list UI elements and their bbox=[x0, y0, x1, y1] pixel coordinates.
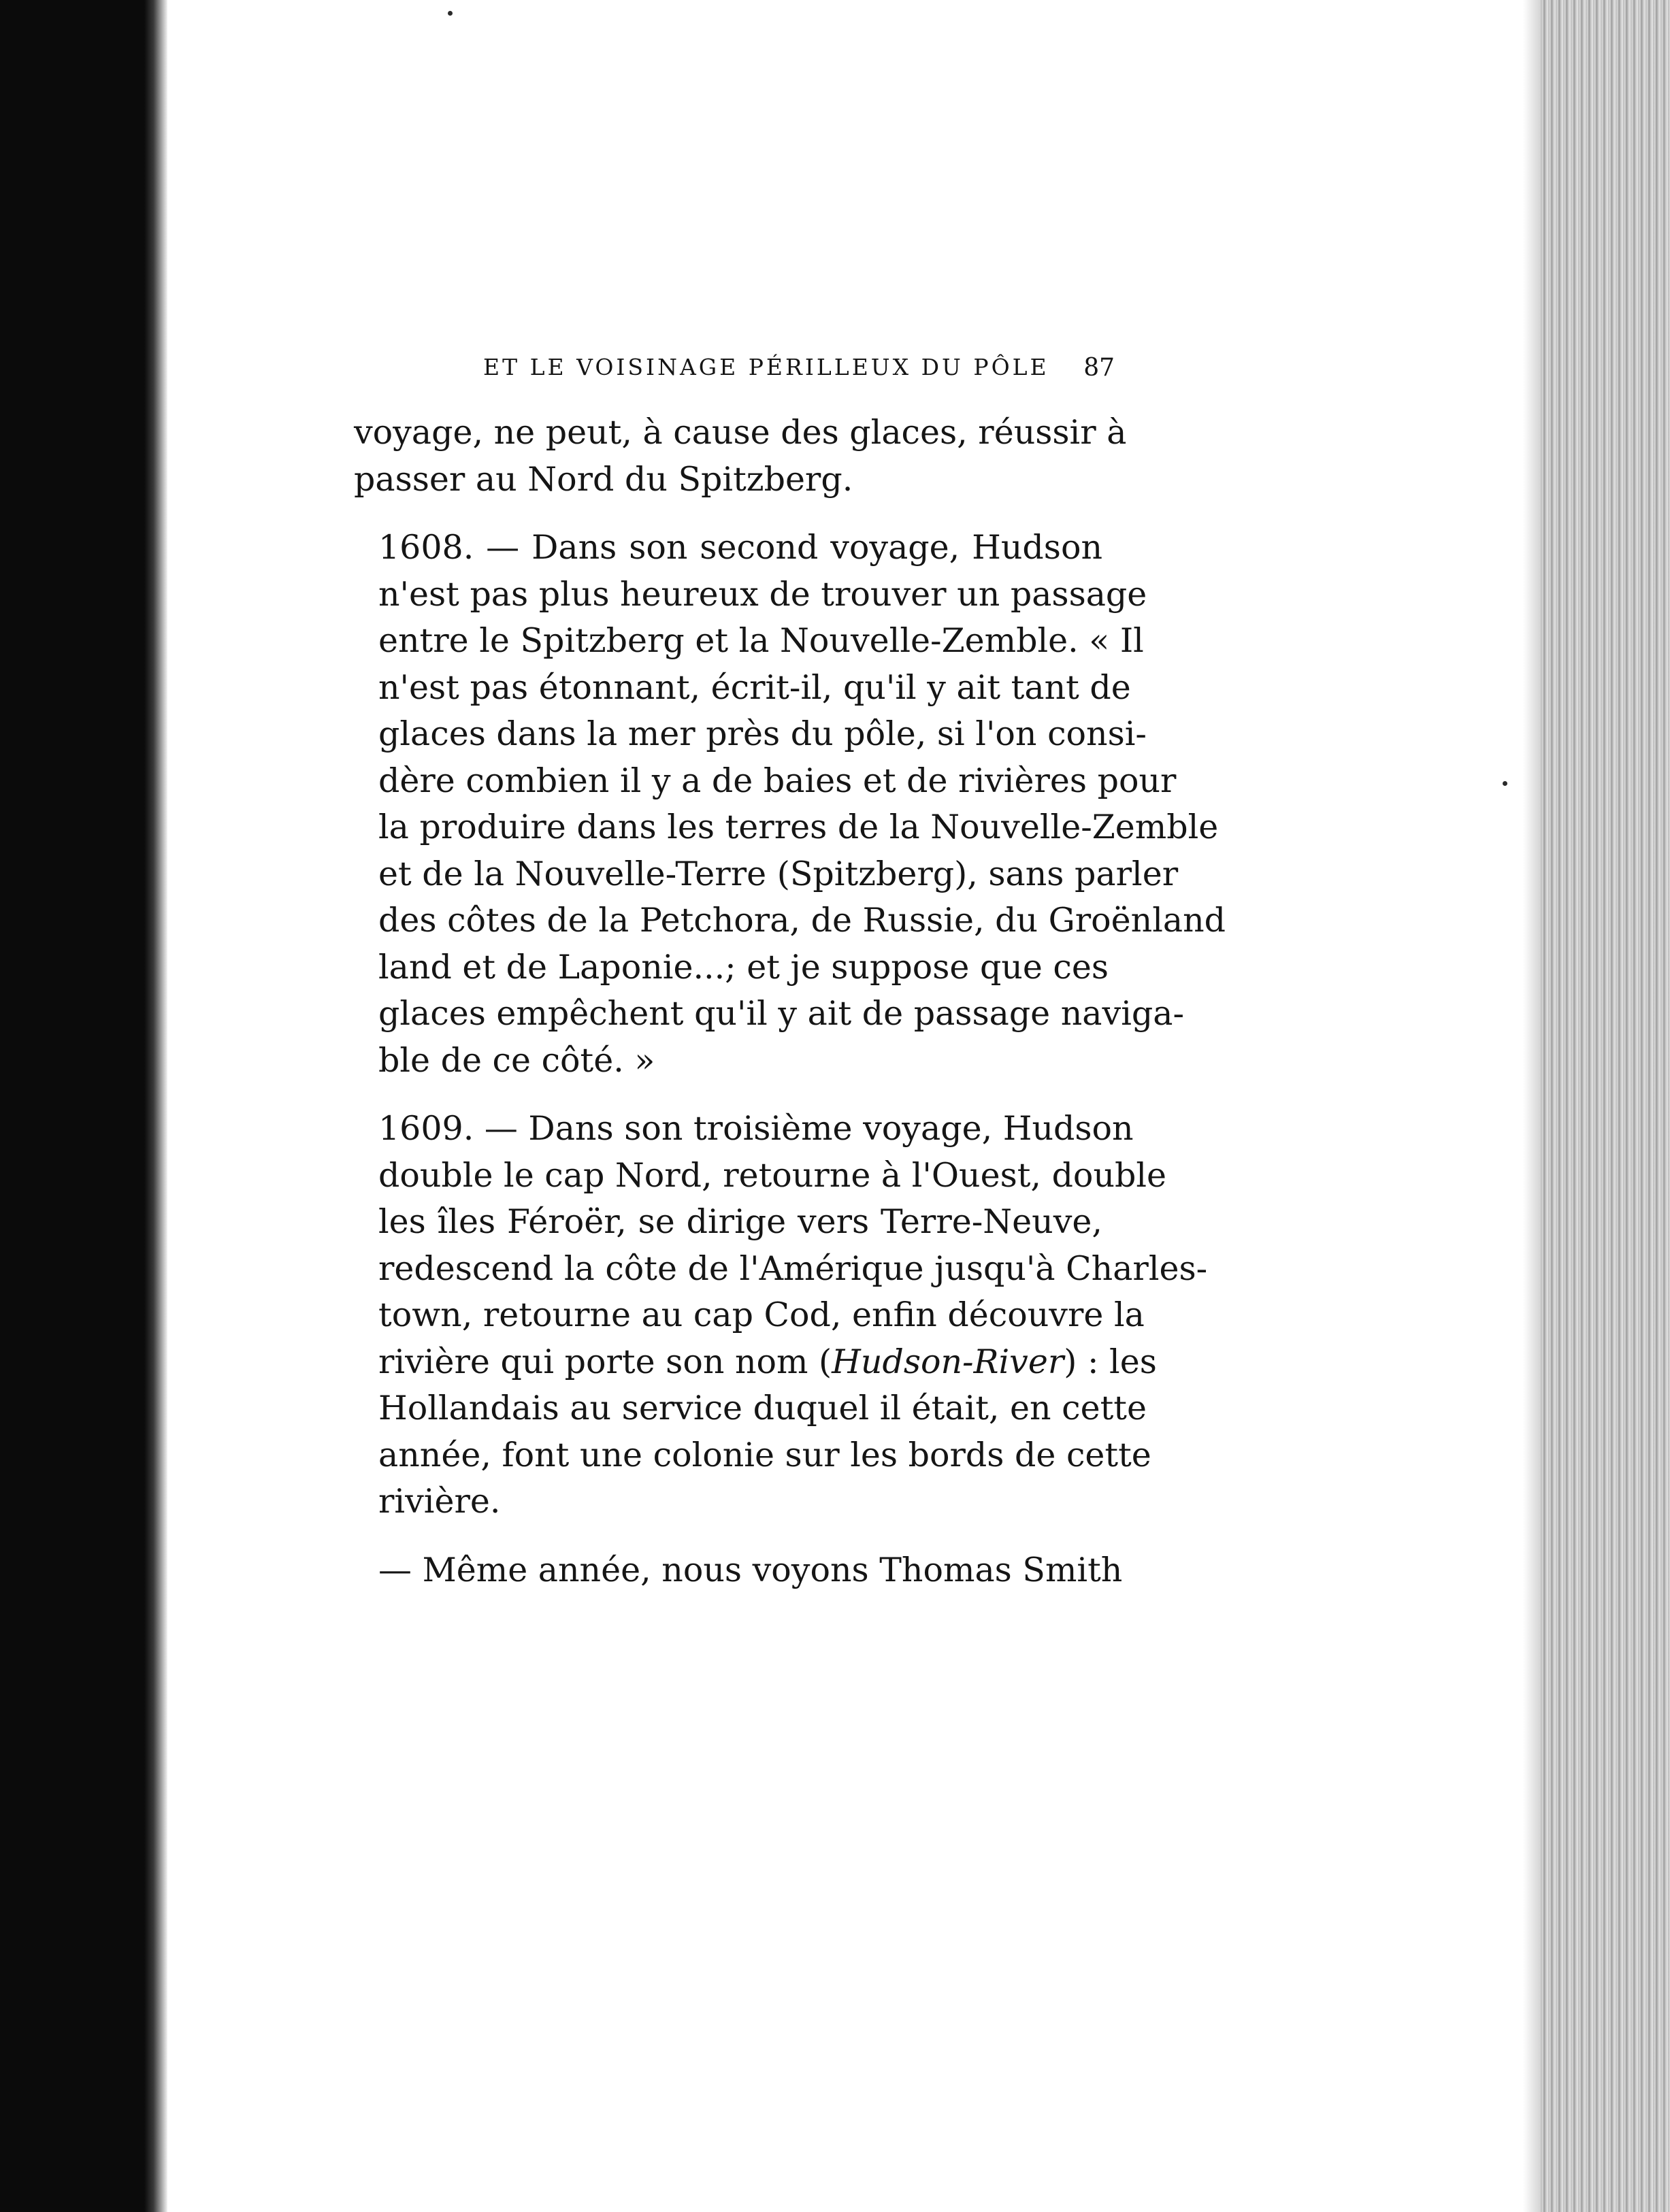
paragraph-1609 bbox=[354, 1106, 1208, 1525]
page-gutter-shadow bbox=[1523, 0, 1541, 2212]
text-line: double le cap Nord, retourne à l'Ouest, double bbox=[378, 1155, 1167, 1195]
paragraph-continued bbox=[354, 410, 1127, 503]
text-line: n'est pas étonnant, écrit-il, qu'il y ait tant de bbox=[378, 667, 1131, 707]
text-line: passer au Nord du Spitzberg. bbox=[354, 459, 853, 499]
paragraph-meme-annee bbox=[354, 1547, 1123, 1594]
page-text-block bbox=[354, 354, 1226, 1594]
text-line: town, retourne au cap Cod, enfin découvre la bbox=[378, 1295, 1145, 1334]
text-line: 1609. — Dans son troisième voyage, Hudson bbox=[378, 1109, 1134, 1148]
text-line: des côtes de la Petchora, de Russie, du Groënland bbox=[378, 901, 1226, 940]
text-line: n'est pas plus heureux de trouver un passage bbox=[378, 574, 1147, 614]
text-line: voyage, ne peut, à cause des glaces, réussir à bbox=[354, 413, 1127, 452]
body-text bbox=[354, 410, 1226, 1594]
text-line: entre le Spitzberg et la Nouvelle-Zemble. « Il bbox=[378, 621, 1144, 660]
italic-river-name: Hudson-River bbox=[832, 1342, 1064, 1381]
text-line: Hollandais au service duquel il était, en cette bbox=[378, 1389, 1147, 1427]
running-title: ET LE VOISINAGE PÉRILLEUX DU PÔLE bbox=[483, 354, 1049, 380]
text-line-with-italic bbox=[354, 1339, 1157, 1386]
text-line: ble de ce côté. » bbox=[378, 1040, 655, 1080]
text-line: année, font une colonie sur les bords de cette bbox=[378, 1435, 1151, 1474]
text-line: redescend la côte de l'Amérique jusqu'à Charles- bbox=[378, 1249, 1208, 1288]
text-line: rivière. bbox=[378, 1482, 501, 1521]
text-line: et de la Nouvelle-Terre (Spitzberg), sans parler bbox=[378, 854, 1179, 893]
page-number: 87 bbox=[1083, 354, 1115, 382]
book-binding-left bbox=[0, 0, 158, 2212]
paragraph-1608 bbox=[354, 525, 1226, 1084]
text-segment: ) : les bbox=[1064, 1342, 1157, 1381]
scan-speck bbox=[1503, 781, 1507, 786]
book-page-edges bbox=[1541, 0, 1670, 2212]
running-head bbox=[483, 354, 1115, 395]
text-line: les îles Féroër, se dirige vers Terre-Neuve, bbox=[378, 1202, 1102, 1241]
text-line: dère combien il y a de baies et de rivières pour bbox=[378, 761, 1177, 800]
text-segment: rivière qui porte son nom ( bbox=[378, 1342, 832, 1381]
text-line: la produire dans les terres de la Nouvelle-Zemble bbox=[378, 808, 1219, 846]
text-line: glaces empêchent qu'il y ait de passage naviga- bbox=[378, 994, 1185, 1033]
text-line: 1608. — Dans son second voyage, Hudson bbox=[378, 528, 1102, 567]
text-line: glaces dans la mer près du pôle, si l'on consi- bbox=[378, 714, 1147, 753]
binding-shadow bbox=[144, 0, 167, 2212]
text-line: — Même année, nous voyons Thomas Smith bbox=[378, 1550, 1123, 1589]
scan-speck bbox=[448, 11, 453, 16]
text-line: land et de Laponie...; et je suppose que ces bbox=[378, 947, 1109, 987]
